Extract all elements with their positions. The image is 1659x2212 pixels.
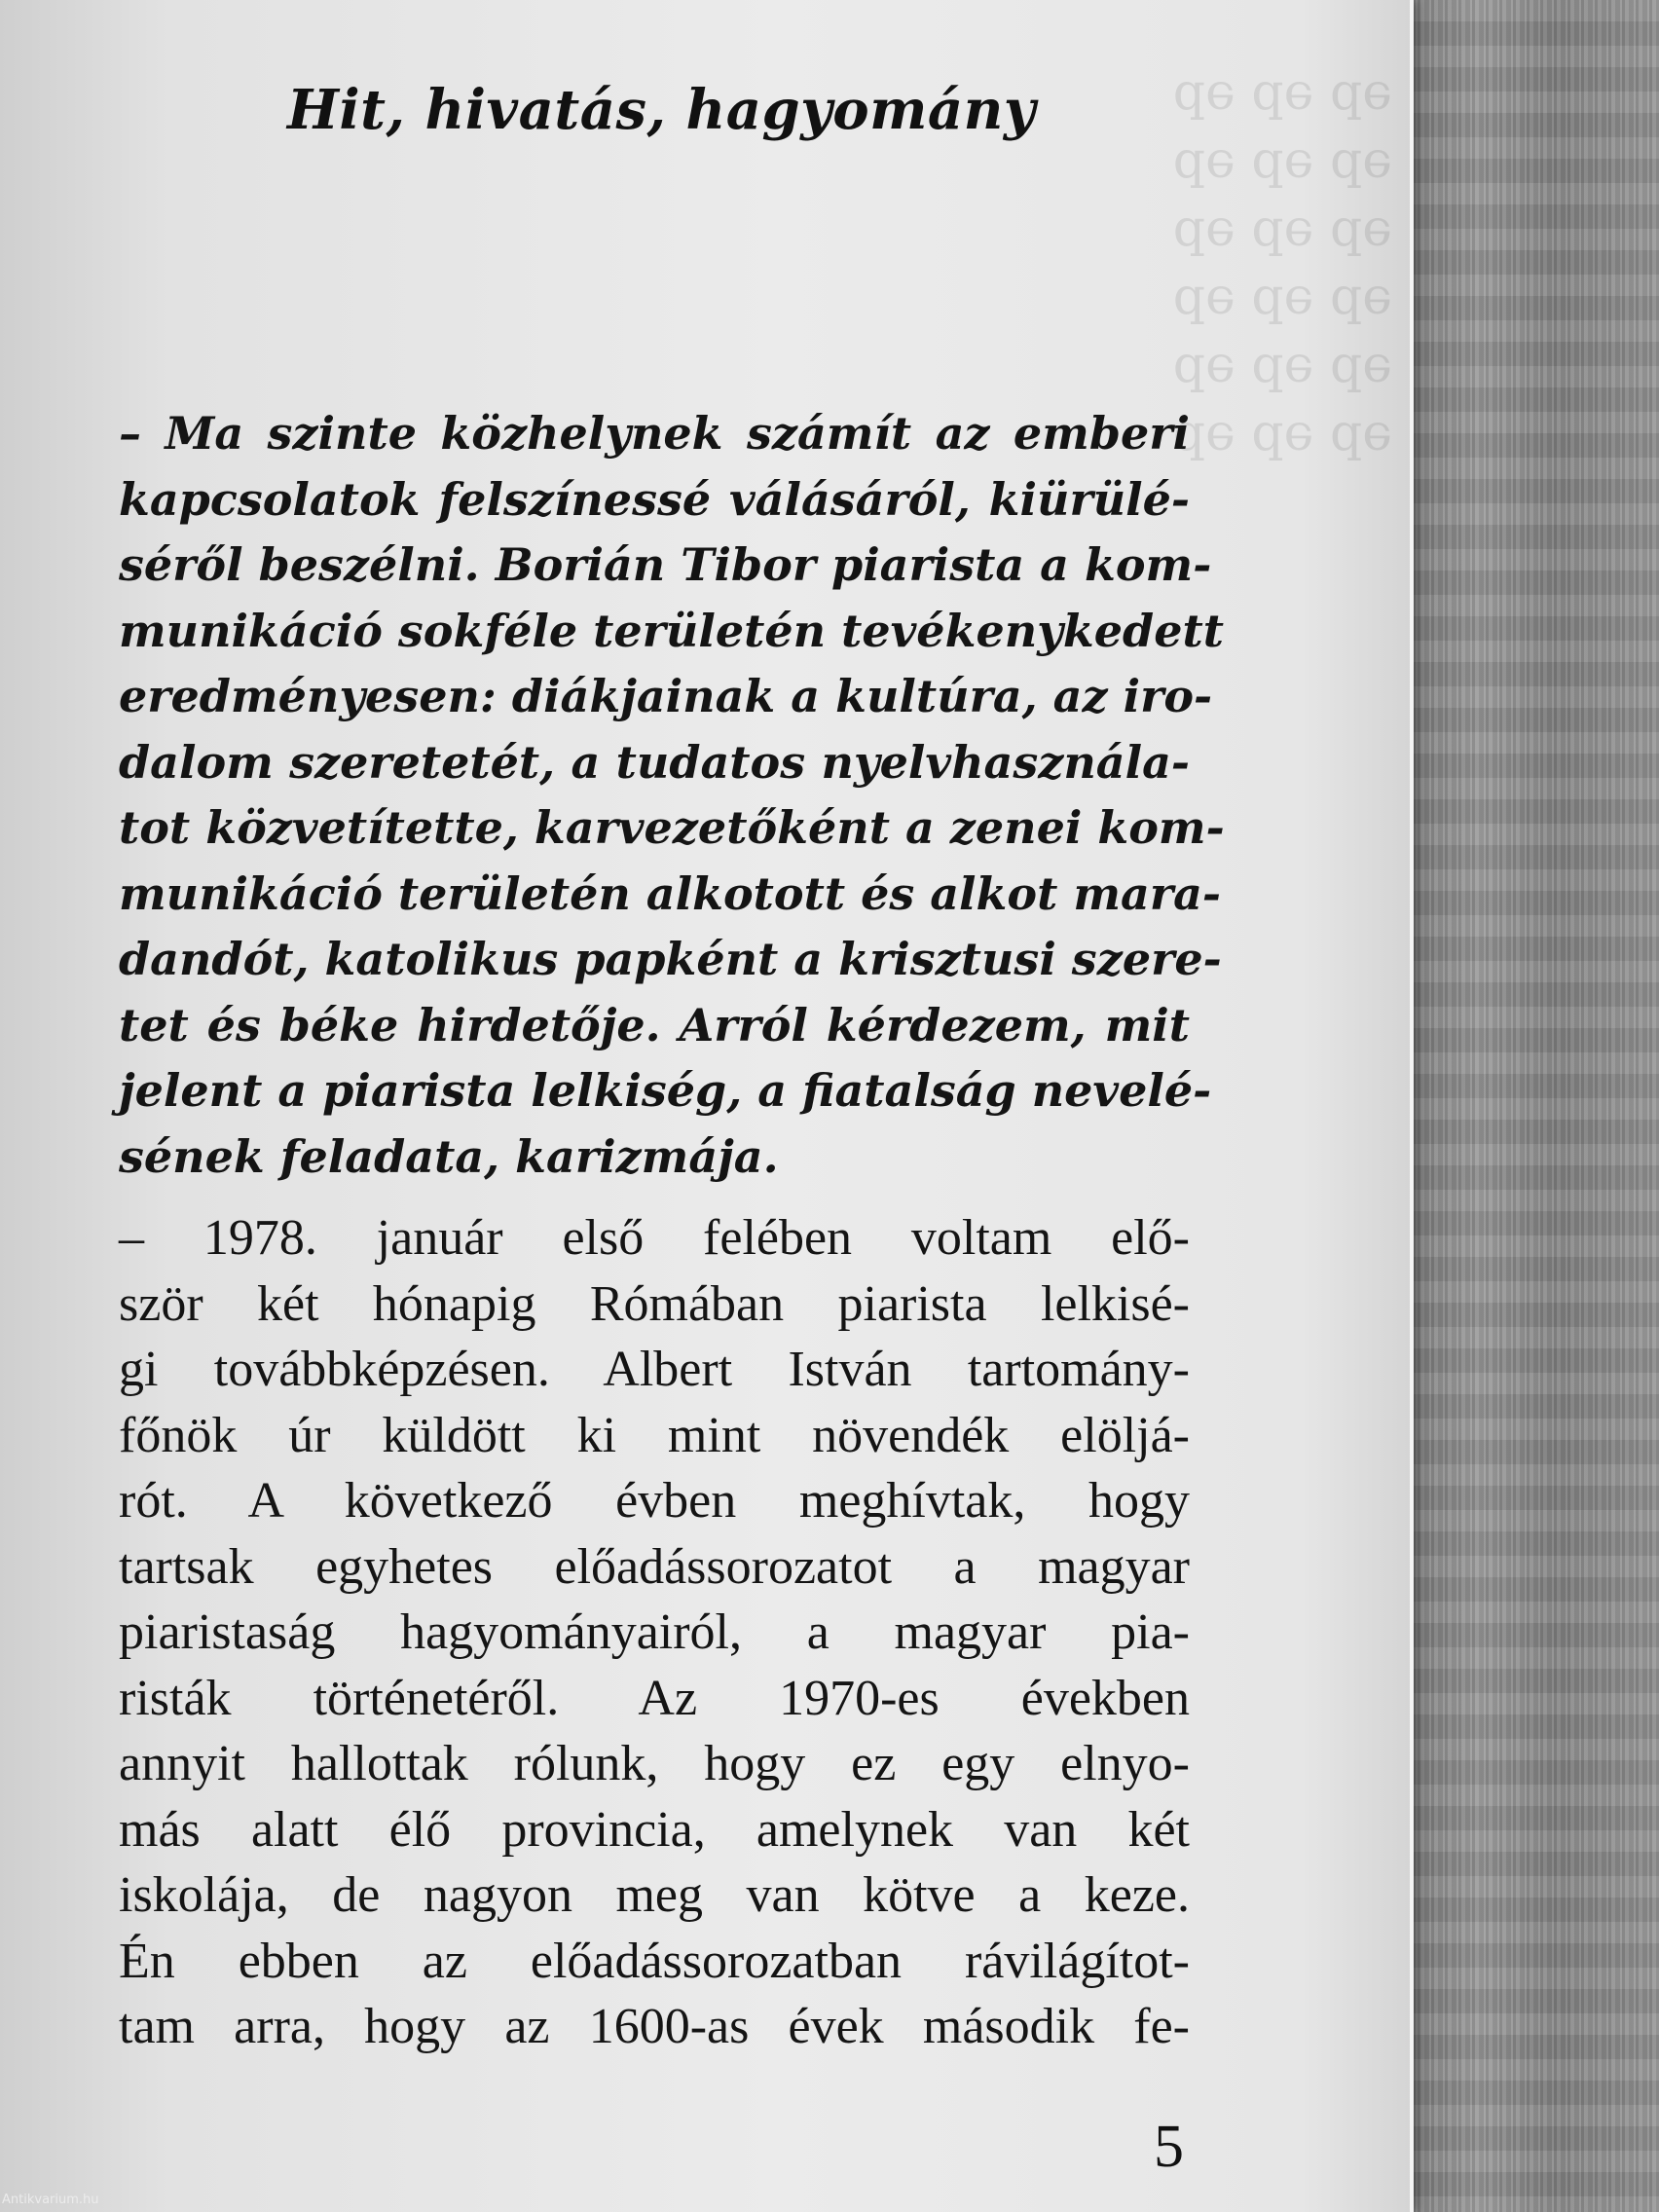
answer-line: Én ebben az előadássorozatban rávilágítot- [119, 1933, 1190, 1989]
watermark: Antikvarium.hu [2, 2193, 99, 2207]
answer-line: iskolája, de nagyon meg van kötve a keze. [119, 1867, 1190, 1923]
question-line: tet és béke hirdetője. Arról kérdezem, mit [119, 998, 1190, 1051]
question-line: dandót, katolikus papként a krisztusi szere- [119, 933, 1222, 985]
question-line: jelent a piarista lelkiség, a fiatalság nevelé- [119, 1064, 1212, 1117]
question-line: kapcsolatok felszínessé válásáról, kiürülé- [119, 472, 1190, 526]
question-line: eredményesen: diákjainak a kultúra, az iro- [119, 670, 1213, 722]
page-number: 5 [1154, 2114, 1184, 2180]
bleed-through-texture: ǝp ǝp ǝp ǝp ǝp ǝp ǝp ǝp ǝp ǝp ǝp ǝp ǝp ǝp ǝp ǝp ǝp ǝp [1172, 63, 1392, 462]
answer-line: ször két hónapig Rómában piarista lelkisé- [119, 1275, 1190, 1332]
answer-line: annyit hallottak rólunk, hogy ez egy elnyo- [119, 1736, 1190, 1791]
interview-question [119, 401, 1225, 1190]
answer-line: – 1978. január első felében voltam elő- [119, 1210, 1190, 1266]
question-line: séről beszélni. Borián Tibor piarista a kom- [119, 538, 1212, 591]
interview-answer [119, 1205, 1190, 2060]
question-line: sének feladata, karizmája. [119, 1129, 779, 1183]
answer-line: tartsak egyhetes előadássorozatot a magyar [119, 1538, 1190, 1595]
answer-line: risták történetéről. Az 1970-es években [119, 1670, 1190, 1726]
question-line: munikáció területén alkotott és alkot mara- [119, 866, 1221, 920]
page-title: Hit, hivatás, hagyomány [287, 78, 1036, 142]
answer-line: más alatt élő provincia, amelynek van két [119, 1801, 1190, 1858]
answer-line: tam arra, hogy az 1600-as évek második fe- [119, 1999, 1190, 2054]
question-line: – Ma szinte közhelynek számít az emberi [119, 407, 1190, 460]
answer-line: gi továbbképzésen. Albert István tartomány- [119, 1342, 1190, 1397]
question-line: dalom szeretetét, a tudatos nyelvhasznála- [119, 735, 1190, 789]
answer-line: rót. A következő évben meghívtak, hogy [119, 1473, 1190, 1529]
page-edge [1410, 0, 1414, 2212]
answer-line: piaristaság hagyományairól, a magyar pia- [119, 1604, 1190, 1660]
wood-background [1402, 0, 1659, 2212]
answer-line: főnök úr küldött ki mint növendék elöljá- [119, 1407, 1190, 1463]
question-line: munikáció sokféle területén tevékenykedett [119, 604, 1224, 657]
question-line: tot közvetítette, karvezetőként a zenei kom- [119, 801, 1225, 854]
